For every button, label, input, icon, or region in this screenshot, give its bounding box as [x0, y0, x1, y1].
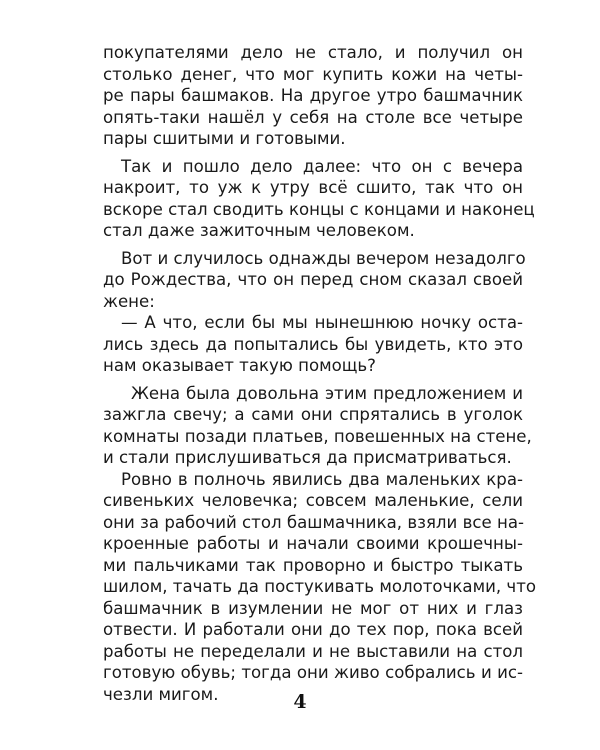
text-line: нам оказывает такую помощь?	[103, 356, 376, 375]
text-line: чезли мигом.	[103, 684, 219, 704]
paragraph	[103, 383, 532, 469]
text-line: Ровно в полночь явились два маленьких кра-	[121, 469, 523, 489]
text-line: они за рабочий стол башмачника, взяли все на-	[103, 512, 524, 532]
text-line: зажгла свечу; а сами они спрятались в уголок	[103, 405, 523, 424]
text-line: и стали прислушиваться да присматриваться.	[103, 448, 512, 467]
text-line: пары сшитыми и готовыми.	[103, 129, 346, 148]
text-line: башмачник в изумлении не мог от них и глаз	[103, 598, 523, 618]
text-line: ре пары башмаков. На другое утро башмачник	[103, 86, 523, 105]
text-line: опять-таки нашёл у себя на столе все четыре	[103, 107, 523, 127]
paragraph	[103, 156, 535, 242]
text-line: работы не переделали и не выставили на стол	[103, 641, 523, 661]
text-line: — А что, если бы мы нынешнюю ночку оста-	[121, 313, 523, 332]
text-line: столько денег, что мог купить кожи на четы-	[103, 64, 523, 84]
text-line: ми пальчиками так проворно и быстро тыкать	[103, 555, 523, 575]
text-line: лись здесь да попытались бы увидеть, кто это	[103, 334, 523, 354]
text-line: вскоре стал сводить концы с концами и наконец	[103, 199, 535, 219]
paragraph	[103, 469, 537, 706]
text-line: Вот и случилось однажды вечером незадолго	[121, 248, 526, 268]
text-line: сивеньких человечка; совсем маленькие, сели	[103, 491, 523, 510]
text-line: жене:	[103, 291, 155, 311]
text-line: отвести. И работали они до тех пор, пока всей	[103, 620, 523, 639]
text-line: комнаты позади платьев, повешенных на стене,	[103, 426, 532, 446]
text-line: Жена была довольна этим предложением и	[131, 383, 523, 403]
paragraph	[103, 312, 523, 377]
text-line: до Рождества, что он перед сном сказал своей	[103, 270, 523, 289]
text-line: кроенные работы и начали своими крошечны-	[103, 534, 523, 553]
paragraph	[103, 248, 526, 313]
text-line: накроит, то уж к утру всё сшито, так что он	[103, 178, 523, 197]
text-line: стал даже зажиточным человеком.	[103, 221, 415, 240]
body-text	[103, 42, 537, 705]
text-line: готовую обувь; тогда они живо собрались и ис-	[103, 663, 523, 682]
text-line: покупателями дело не стало, и получил он	[103, 43, 523, 62]
text-line: Так и пошло дело далее: что он с вечера	[121, 156, 523, 176]
paragraph	[103, 42, 523, 150]
text-line: шилом, тачать да постукивать молоточками, что	[103, 577, 537, 596]
page-number: 4	[293, 691, 307, 713]
